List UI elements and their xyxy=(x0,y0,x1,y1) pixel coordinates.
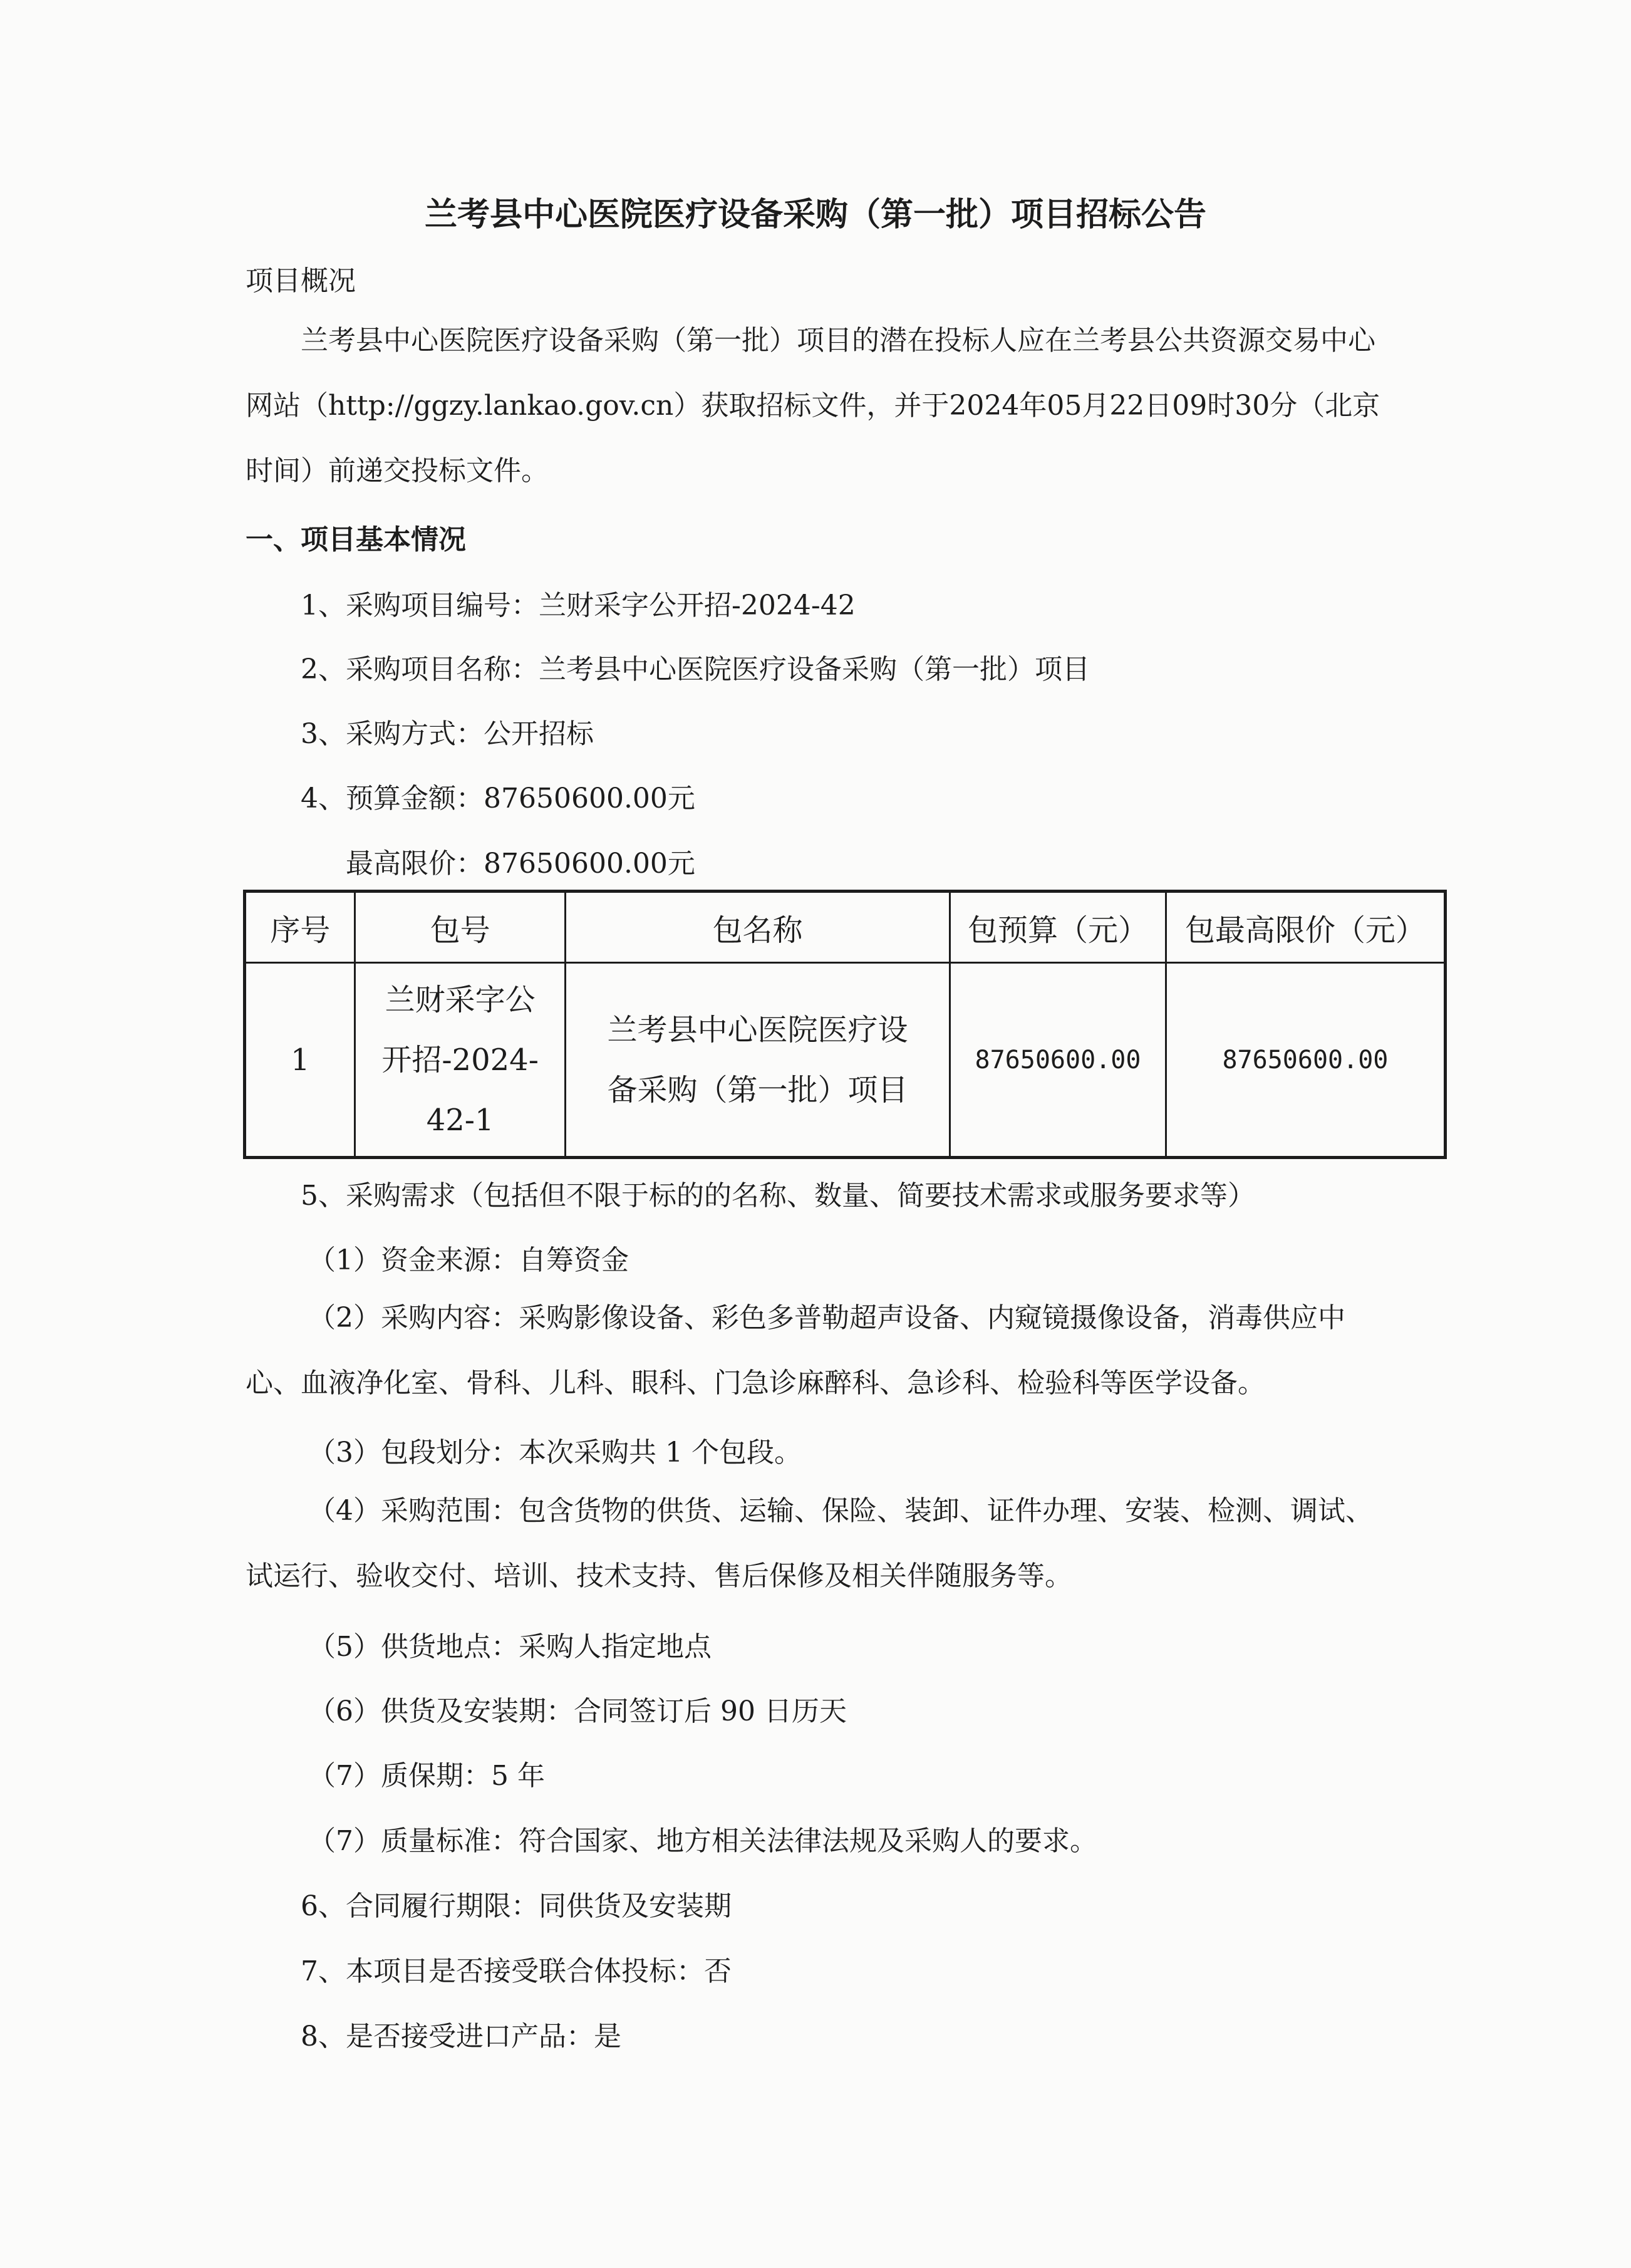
sub-item-quality-standard: （7）质量标准：符合国家、地方相关法律法规及采购人的要求。 xyxy=(308,1825,1097,1857)
page-title: 兰考县中心医院医疗设备采购（第一批）项目招标公告 xyxy=(424,196,1206,234)
table-header-row xyxy=(245,892,1446,963)
item-project-number: 1、采购项目编号：兰财采字公开招-2024-42 xyxy=(301,590,856,622)
item-budget: 4、预算金额：87650600.00元 xyxy=(301,783,695,814)
cell-no: 1 xyxy=(245,963,355,1158)
sub-item-delivery-period: （6）供货及安装期：合同签订后 90 日历天 xyxy=(308,1695,847,1727)
table-row xyxy=(245,963,1446,1158)
header-cell-no: 序号 xyxy=(245,892,355,963)
cell-budget: 87650600.00 xyxy=(950,963,1166,1158)
cell-package-id xyxy=(355,963,565,1158)
item-project-name: 2、采购项目名称：兰考县中心医院医疗设备采购（第一批）项目 xyxy=(301,653,1090,685)
package-table xyxy=(243,890,1447,1159)
header-cell-max-price: 包最高限价（元） xyxy=(1166,892,1445,963)
overview-paragraph: 兰考县中心医院医疗设备采购（第一批）项目的潜在投标人应在兰考县公共资源交易中心网站（http://ggzy.lankao.gov.cn）获取招标文件，并于2024年05月22日09时30分（北京时间）前递交投标文件。 xyxy=(246,325,1380,487)
section-heading-basic-info: 一、项目基本情况 xyxy=(246,524,466,556)
sub-item-warranty: （7）质保期：5 年 xyxy=(308,1760,545,1792)
header-cell-package-name: 包名称 xyxy=(565,892,950,963)
item-procurement-method: 3、采购方式：公开招标 xyxy=(301,718,594,750)
item-contract-term: 6、合同履行期限：同供货及安装期 xyxy=(301,1890,732,1922)
cell-package-name xyxy=(565,963,950,1158)
cell-package-id-line: 兰财采字公 xyxy=(385,982,536,1017)
sub-item-procurement-content: （2）采购内容：采购影像设备、彩色多普勒超声设备、内窥镜摄像设备，消毒供应中心、血液净化室、骨科、儿科、眼科、门急诊麻醉科、急诊科、检验科等医学设备。 xyxy=(246,1302,1345,1399)
item-imported-products: 8、是否接受进口产品：是 xyxy=(301,2021,621,2052)
item-consortium-bid: 7、本项目是否接受联合体投标：否 xyxy=(301,1955,732,1987)
cell-max-price: 87650600.00 xyxy=(1166,963,1445,1158)
header-cell-package-id: 包号 xyxy=(355,892,565,963)
sub-item-delivery-location: （5）供货地点：采购人指定地点 xyxy=(308,1631,712,1663)
cell-package-name-line: 备采购（第一批）项目 xyxy=(607,1072,908,1108)
item-procurement-requirements: 5、采购需求（包括但不限于标的的名称、数量、简要技术需求或服务要求等） xyxy=(301,1180,1255,1212)
item-max-price: 最高限价：87650600.00元 xyxy=(346,848,695,880)
sub-item-package-division: （3）包段划分：本次采购共 1 个包段。 xyxy=(308,1437,802,1469)
cell-package-id-line: 开招-2024- xyxy=(381,1042,539,1078)
sub-item-funding-source: （1）资金来源：自筹资金 xyxy=(308,1244,629,1276)
cell-package-name-line: 兰考县中心医院医疗设 xyxy=(607,1012,908,1048)
cell-package-id-line: 42-1 xyxy=(426,1102,494,1138)
sub-item-procurement-scope: （4）采购范围：包含货物的供货、运输、保险、装卸、证件办理、安装、检测、调试、试运行、验收交付、培训、技术支持、售后保修及相关伴随服务等。 xyxy=(246,1495,1373,1592)
overview-heading: 项目概况 xyxy=(246,265,356,297)
header-cell-budget: 包预算（元） xyxy=(950,892,1166,963)
